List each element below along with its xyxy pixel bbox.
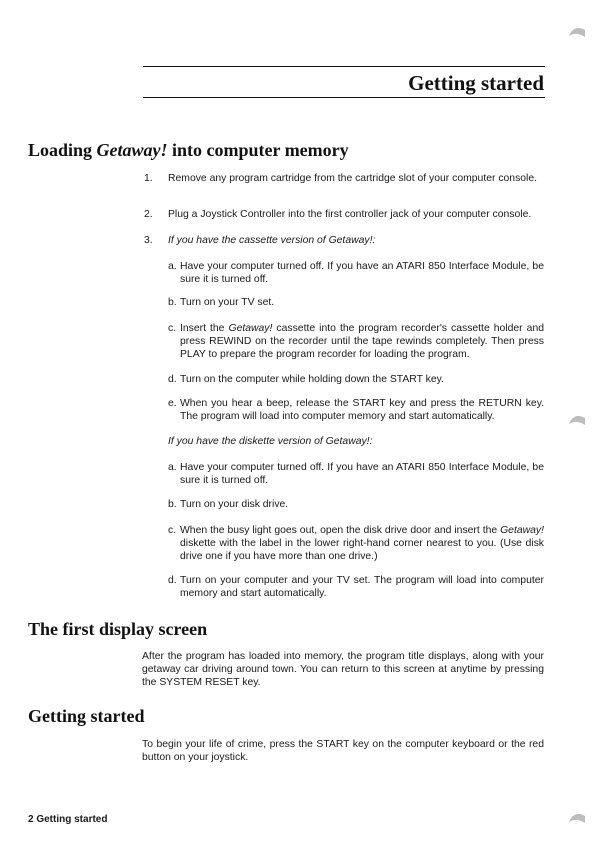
page-footer: 2 Getting started: [28, 814, 108, 825]
step-number: 3.: [144, 235, 153, 246]
step-number: 2.: [144, 209, 153, 220]
substep-letter: a.: [168, 261, 177, 272]
text-emphasis: Getaway!: [500, 525, 544, 536]
substep-text: Have your computer turned off. If you have an ATARI 850 Interface Module, be sure it is turned off.: [180, 462, 544, 486]
substep-text: Turn on your TV set.: [180, 297, 275, 308]
heading-text: into computer memory: [167, 140, 349, 160]
binding-mark-icon: [568, 24, 586, 38]
substep-text: Have your computer turned off. If you have an ATARI 850 Interface Module, be sure it is turned off.: [180, 261, 544, 285]
substep-text: [180, 524, 544, 563]
section-heading-loading: [28, 140, 349, 161]
substep-text: Turn on your disk drive.: [180, 499, 289, 510]
substep-letter: e.: [168, 398, 177, 409]
binding-mark-icon: [568, 810, 586, 824]
substep-letter: a.: [168, 462, 177, 473]
text-run: diskette with the label in the lower right-hand corner nearest to you. (Use disk drive one if you have more than one drive.): [180, 538, 544, 562]
substep-text: Turn on your computer and your TV set. The program will load into computer memory and start automatically.: [180, 575, 544, 599]
step-text: If you have the cassette version of Getaway!:: [168, 235, 376, 246]
substep-text: [180, 322, 544, 361]
section-paragraph: To begin your life of crime, press the START key on the computer keyboard or the red button on your joystick.: [142, 739, 544, 763]
header-rule-top: [143, 66, 545, 67]
substep-letter: d.: [168, 575, 177, 586]
section-heading-getting-started: Getting started: [28, 706, 145, 726]
binding-mark-icon: [568, 412, 586, 426]
header-rule-bottom: [143, 97, 545, 98]
text-run: cassette into the program recorder's cassette holder and press REWIND on the recorder until the tape rewinds completely. Then press PLAY to prepare the program recorder for loading the program.: [180, 323, 544, 360]
page-header-title: Getting started: [408, 71, 544, 95]
substep-text: Turn on the computer while holding down the START key.: [180, 374, 444, 385]
step-text: Plug a Joystick Controller into the first controller jack of your computer console.: [168, 209, 532, 220]
substep-letter: c.: [168, 525, 177, 536]
section-paragraph: After the program has loaded into memory, the program title displays, along with your getaway car driving around town. You can return to this screen at anytime by pressing the SYSTEM RESET key.: [142, 651, 544, 688]
text-run: When the busy light goes out, open the disk drive door and insert the: [180, 525, 501, 536]
substep-letter: b.: [168, 499, 177, 510]
substep-letter: d.: [168, 374, 177, 385]
substep-letter: c.: [168, 323, 177, 334]
substep-letter: b.: [168, 297, 177, 308]
section-heading-first-display: The first display screen: [28, 619, 208, 639]
diskette-intro: If you have the diskette version of Getaway!:: [168, 436, 373, 447]
step-number: 1.: [144, 173, 153, 184]
heading-emphasis: Getaway!: [96, 140, 168, 160]
heading-text: Loading: [28, 140, 97, 160]
text-run: Insert the: [180, 323, 229, 334]
step-text: Remove any program cartridge from the cartridge slot of your computer console.: [168, 173, 538, 184]
text-emphasis: Getaway!: [228, 323, 273, 334]
substep-text: When you hear a beep, release the START key and press the RETURN key. The program will load into computer memory and start automatically.: [180, 398, 544, 422]
